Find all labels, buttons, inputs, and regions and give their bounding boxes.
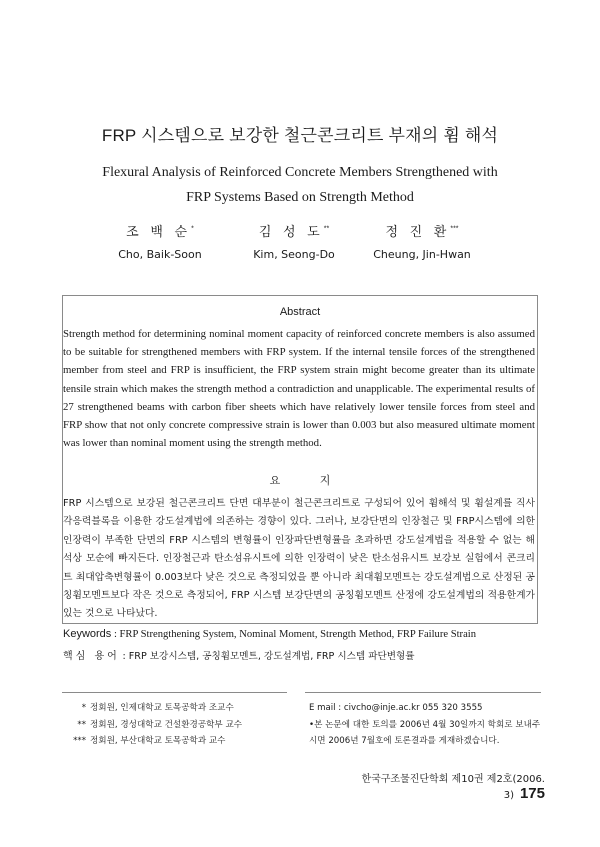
footnote-1-mark: * bbox=[81, 703, 86, 713]
author-3-english-name: Cheung, Jin-Hwan bbox=[373, 248, 471, 261]
author-3-mark: *** bbox=[450, 225, 459, 233]
footnote-1 bbox=[68, 700, 242, 717]
author-3 bbox=[347, 221, 497, 261]
footnote-2 bbox=[68, 717, 242, 734]
footnote-divider-right bbox=[305, 692, 541, 693]
abstract-text: Strength method for determining nominal moment capacity of reinforced concrete members is also assumed to be suitable for strengthened members with FRP system. If the internal tensile forces of the strengthened member from steel and FRP is insufficient, the FRP system strain might become greater than its ultimate tensile strain which makes the strength method a contradiction and unapplicable. The experimental results of 27 strengthened beams with carbon fiber sheets which have relatively lower tensile forces from steel and FRP show that not only concrete compressive strain is lower than 0.003 but also measured ultimate moment was lower than nominal moment using the strength method. bbox=[63, 328, 535, 450]
page-footer bbox=[330, 770, 545, 802]
page-number: 175 bbox=[519, 785, 545, 802]
contact-email: E mail : civcho@inje.ac.kr 055 320 3555 bbox=[309, 703, 483, 713]
journal-info: 한국구조물진단학회 제10권 제2호(2006. 3) bbox=[361, 774, 545, 801]
keywords-text: : FRP Strengthening System, Nominal Moment, Strength Method, FRP Failure Strain bbox=[113, 629, 477, 640]
author-2-english-name: Kim, Seong-Do bbox=[253, 248, 335, 261]
author-1-korean-name: 조 백 순 bbox=[126, 224, 192, 239]
footnote-3-text: 정회원, 부산대학교 토목공학과 교수 bbox=[90, 736, 226, 747]
title-korean: FRP 시스템으로 보강한 철근콘크리트 부재의 휨 해석 bbox=[101, 126, 499, 145]
footnote-3-mark: *** bbox=[73, 736, 86, 747]
title-english bbox=[0, 160, 600, 210]
keywords-korean-row bbox=[63, 647, 415, 662]
author-3-korean-name: 정 진 환 bbox=[385, 224, 451, 239]
author-1-english-name: Cho, Baik-Soon bbox=[118, 248, 202, 261]
footnote-divider-left bbox=[62, 692, 287, 693]
keywords-label: Keywords bbox=[63, 628, 112, 640]
author-2-mark: ** bbox=[323, 225, 330, 233]
affiliation-footnotes bbox=[68, 700, 242, 750]
keywords-korean-text: : FRP 보강시스템, 공칭휨모멘트, 강도설계법, FRP 시스템 파단변형률 bbox=[122, 651, 415, 662]
author-1 bbox=[85, 221, 235, 261]
abstract-heading: Abstract bbox=[279, 306, 321, 318]
korean-abstract-heading: 요 지 bbox=[269, 474, 349, 487]
keywords-row bbox=[63, 628, 476, 640]
footnote-2-mark: ** bbox=[77, 719, 86, 730]
footnote-1-text: 정회원, 인제대학교 토목공학과 조교수 bbox=[90, 703, 234, 713]
korean-abstract-text: FRP 시스템으로 보강된 철근콘크리트 단면 대부분이 철근콘크리트로 구성되어 있어 휨해석 및 휨설계를 직사각응력블록을 이용한 강도설계법에 의존하는 경향이 있다. 그러나, 보강단면의 인장철근 및 FRP시스템에 의한 인장력이 부족한 단면의 FRP 시스템의 변형률이 인장파단변형률을 초과하면 강도설계법을 적용할 수 없는 해석상 모순에 빠지든다. 인장철근과 탄소섬유시트에 의한 인장력이 낮은 탄소섬유시트 보강보 실험에서 콘크리트 최대압축변형률이 0.003보다 낮은 것으로 측정되었을 뿐 아니라 최대휨모멘트는 강도설계법으로 산정된 공칭휨모멘트보다 작은 것으로 측정되어, FRP 시스템 보강단면의 공칭휨모멘트 산정에 강도설계법의 적용한계가 있는 것으로 나타났다. bbox=[63, 498, 535, 620]
keywords-korean-label: 핵심 용어 bbox=[63, 651, 120, 662]
discussion-notice: •본 논문에 대한 토의를 2006년 4월 30일까지 학회로 보내주시면 2006년 7월호에 토론결과를 게재하겠습니다. bbox=[309, 719, 541, 747]
footnote-3 bbox=[68, 733, 242, 750]
author-1-mark: * bbox=[191, 225, 194, 233]
footnote-2-text: 정회원, 경성대학교 건설환경공학부 교수 bbox=[90, 719, 243, 730]
author-2-korean-name: 김 성 도 bbox=[258, 224, 324, 239]
title-english-line-1: Flexural Analysis of Reinforced Concrete Members Strengthened with bbox=[102, 165, 498, 180]
contact-footnotes bbox=[309, 700, 541, 750]
title-english-line-2: FRP Systems Based on Strength Method bbox=[186, 190, 414, 205]
